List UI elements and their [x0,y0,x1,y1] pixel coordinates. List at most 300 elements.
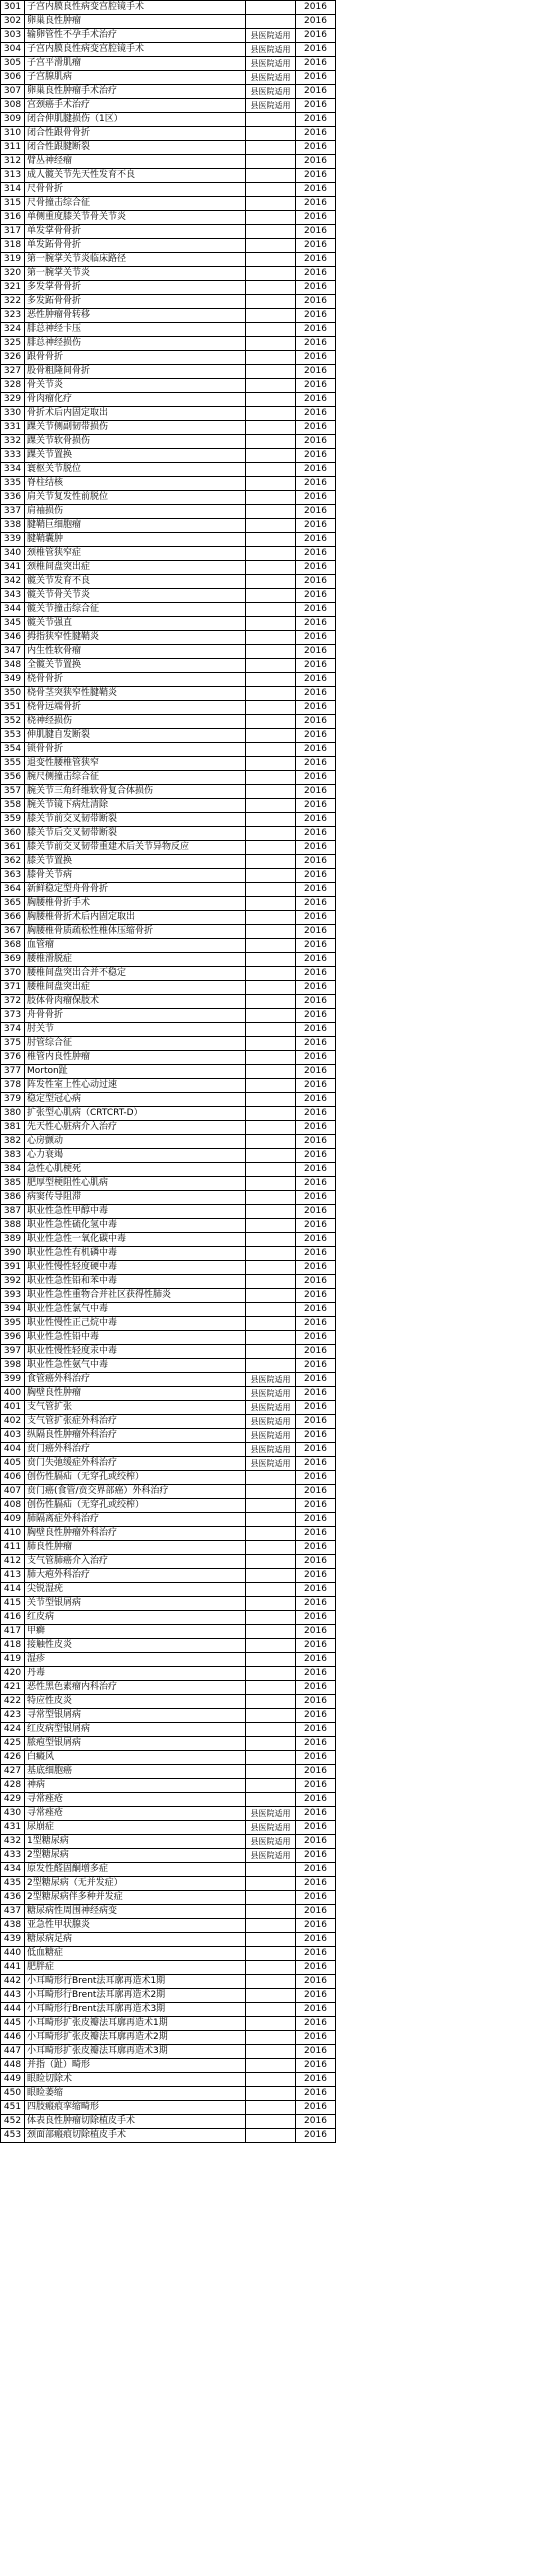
applicable-scope [246,2129,296,2143]
year: 2016 [296,1555,336,1569]
year: 2016 [296,1877,336,1891]
table-row [1,827,336,841]
year: 2016 [296,1681,336,1695]
year: 2016 [296,1093,336,1107]
applicable-scope [246,967,296,981]
year: 2016 [296,1933,336,1947]
pathway-name: 宫颈癌手术治疗 [25,99,246,113]
table-row [1,1317,336,1331]
table-row [1,393,336,407]
year: 2016 [296,491,336,505]
applicable-scope: 县医院适用 [246,43,296,57]
row-number: 335 [1,477,25,491]
year: 2016 [296,1415,336,1429]
row-number: 440 [1,1947,25,1961]
applicable-scope [246,477,296,491]
table-row [1,2087,336,2101]
pathway-name: 膝骨关节病 [25,869,246,883]
row-number: 445 [1,2017,25,2031]
applicable-scope [246,1863,296,1877]
pathway-name: 腕尺侧撞击综合征 [25,771,246,785]
applicable-scope [246,925,296,939]
pathway-table-body [1,1,336,2143]
row-number: 387 [1,1205,25,1219]
year: 2016 [296,71,336,85]
pathway-name: 基底细胞癌 [25,1765,246,1779]
pathway-name: 桡骨远端骨折 [25,701,246,715]
applicable-scope [246,631,296,645]
row-number: 346 [1,631,25,645]
pathway-name: 膝关节置换 [25,855,246,869]
row-number: 404 [1,1443,25,1457]
table-row [1,1751,336,1765]
row-number: 312 [1,155,25,169]
row-number: 308 [1,99,25,113]
applicable-scope [246,1975,296,1989]
row-number: 325 [1,337,25,351]
applicable-scope [246,1317,296,1331]
applicable-scope [246,1275,296,1289]
row-number: 422 [1,1695,25,1709]
row-number: 359 [1,813,25,827]
table-row [1,1821,336,1835]
year: 2016 [296,1541,336,1555]
row-number: 436 [1,1891,25,1905]
pathway-name: 腰椎间盘突出症 [25,981,246,995]
year: 2016 [296,1611,336,1625]
pathway-name: 桡骨茎突狭窄性腱鞘炎 [25,687,246,701]
table-row [1,435,336,449]
applicable-scope [246,659,296,673]
pathway-name: 关节型银屑病 [25,1597,246,1611]
pathway-name: 职业性急性重物合并社区获得性肺炎 [25,1289,246,1303]
pathway-name: 髋关节撞击综合征 [25,603,246,617]
table-row [1,1765,336,1779]
row-number: 315 [1,197,25,211]
pathway-name: 腰椎间盘突出合并不稳定 [25,967,246,981]
year: 2016 [296,1261,336,1275]
year: 2016 [296,1807,336,1821]
year: 2016 [296,1667,336,1681]
applicable-scope [246,1023,296,1037]
applicable-scope [246,1093,296,1107]
pathway-name: 卵巢良性肿瘤手术治疗 [25,85,246,99]
table-row [1,729,336,743]
row-number: 378 [1,1079,25,1093]
table-row [1,1625,336,1639]
row-number: 397 [1,1345,25,1359]
table-row [1,785,336,799]
applicable-scope [246,743,296,757]
table-row [1,1933,336,1947]
pathway-name: 体表良性肿瘤切除植皮手术 [25,2115,246,2129]
applicable-scope [246,1933,296,1947]
year: 2016 [296,1037,336,1051]
pathway-name: 肥胖症 [25,1961,246,1975]
year: 2016 [296,1835,336,1849]
table-row [1,1779,336,1793]
row-number: 443 [1,1989,25,2003]
year: 2016 [296,673,336,687]
pathway-name: 闭合伸肌腱损伤（1区） [25,113,246,127]
applicable-scope [246,645,296,659]
row-number: 437 [1,1905,25,1919]
pathway-name: 纵隔良性肿瘤外科治疗 [25,1429,246,1443]
year: 2016 [296,1709,336,1723]
table-row [1,57,336,71]
applicable-scope [246,995,296,1009]
pathway-name: 髋关节骨关节炎 [25,589,246,603]
year: 2016 [296,1177,336,1191]
pathway-name: 贲门癌(食管/贲交界部癌）外科治疗 [25,1485,246,1499]
table-row [1,1429,336,1443]
row-number: 322 [1,295,25,309]
pathway-name: 骨关节炎 [25,379,246,393]
applicable-scope [246,1107,296,1121]
applicable-scope: 县医院适用 [246,1387,296,1401]
table-row [1,1639,336,1653]
table-row [1,1121,336,1135]
year: 2016 [296,85,336,99]
pathway-name: 肩关节复发性前脱位 [25,491,246,505]
row-number: 433 [1,1849,25,1863]
pathway-name: 腕关节三角纤维软骨复合体损伤 [25,785,246,799]
applicable-scope [246,785,296,799]
table-row [1,897,336,911]
row-number: 383 [1,1149,25,1163]
applicable-scope: 县医院适用 [246,1415,296,1429]
table-row [1,911,336,925]
row-number: 382 [1,1135,25,1149]
pathway-name: 髋关节强直 [25,617,246,631]
row-number: 405 [1,1457,25,1471]
year: 2016 [296,2115,336,2129]
pathway-name: 新鲜稳定型舟骨骨折 [25,883,246,897]
table-row [1,1,336,15]
table-row [1,2059,336,2073]
row-number: 301 [1,1,25,15]
applicable-scope [246,883,296,897]
pathway-name: 心力衰竭 [25,1149,246,1163]
applicable-scope: 县医院适用 [246,71,296,85]
pathway-name: 卵巢良性肿瘤 [25,15,246,29]
applicable-scope [246,1765,296,1779]
pathway-name: 拇指狭窄性腱鞘炎 [25,631,246,645]
table-row [1,1261,336,1275]
year: 2016 [296,1737,336,1751]
row-number: 318 [1,239,25,253]
year: 2016 [296,1527,336,1541]
table-row [1,1303,336,1317]
year: 2016 [296,1,336,15]
year: 2016 [296,337,336,351]
pathway-name: 成人髋关节先天性发育不良 [25,169,246,183]
year: 2016 [296,113,336,127]
year: 2016 [296,981,336,995]
pathway-name: 退变性腰椎管狭窄 [25,757,246,771]
year: 2016 [296,1961,336,1975]
table-row [1,855,336,869]
table-row [1,1443,336,1457]
applicable-scope [246,1527,296,1541]
table-row [1,701,336,715]
row-number: 453 [1,2129,25,2143]
applicable-scope [246,127,296,141]
row-number: 407 [1,1485,25,1499]
pathway-name: 急性心肌梗死 [25,1163,246,1177]
pathway-name: 贲门失弛缓症外科治疗 [25,1457,246,1471]
year: 2016 [296,659,336,673]
table-row [1,631,336,645]
table-row [1,449,336,463]
pathway-name: 单侧重度膝关节骨关节炎 [25,211,246,225]
applicable-scope [246,575,296,589]
pathway-name: 眼睑切除术 [25,2073,246,2087]
row-number: 324 [1,323,25,337]
year: 2016 [296,295,336,309]
row-number: 347 [1,645,25,659]
applicable-scope [246,323,296,337]
row-number: 306 [1,71,25,85]
row-number: 316 [1,211,25,225]
pathway-name: 职业性慢性轻度汞中毒 [25,1345,246,1359]
table-row [1,1793,336,1807]
table-row [1,967,336,981]
pathway-name: 胸腰椎骨质疏松性椎体压缩骨折 [25,925,246,939]
pathway-name: 肩袖损伤 [25,505,246,519]
row-number: 426 [1,1751,25,1765]
pathway-name: 第一腕掌关节炎 [25,267,246,281]
pathway-name: 脊柱结核 [25,477,246,491]
applicable-scope [246,1219,296,1233]
table-row [1,407,336,421]
year: 2016 [296,645,336,659]
year: 2016 [296,841,336,855]
applicable-scope [246,337,296,351]
row-number: 323 [1,309,25,323]
table-row [1,323,336,337]
applicable-scope [246,1989,296,2003]
applicable-scope [246,533,296,547]
pathway-name: 踝关节侧副韧带损伤 [25,421,246,435]
row-number: 428 [1,1779,25,1793]
year: 2016 [296,2031,336,2045]
year: 2016 [296,701,336,715]
year: 2016 [296,1233,336,1247]
year: 2016 [296,239,336,253]
applicable-scope [246,309,296,323]
row-number: 319 [1,253,25,267]
row-number: 344 [1,603,25,617]
table-row [1,1877,336,1891]
applicable-scope [246,1653,296,1667]
applicable-scope [246,435,296,449]
applicable-scope [246,1261,296,1275]
pathway-name: 职业性急性有机磷中毒 [25,1247,246,1261]
table-row [1,561,336,575]
year: 2016 [296,575,336,589]
row-number: 376 [1,1051,25,1065]
year: 2016 [296,967,336,981]
year: 2016 [296,1513,336,1527]
row-number: 365 [1,897,25,911]
table-row [1,1191,336,1205]
pathway-name: 股骨粗隆间骨折 [25,365,246,379]
year: 2016 [296,1317,336,1331]
year: 2016 [296,211,336,225]
row-number: 369 [1,953,25,967]
year: 2016 [296,603,336,617]
table-row [1,281,336,295]
table-row [1,1849,336,1863]
row-number: 413 [1,1569,25,1583]
row-number: 427 [1,1765,25,1779]
row-number: 317 [1,225,25,239]
row-number: 364 [1,883,25,897]
row-number: 386 [1,1191,25,1205]
year: 2016 [296,1919,336,1933]
applicable-scope [246,2115,296,2129]
applicable-scope [246,2031,296,2045]
year: 2016 [296,1191,336,1205]
applicable-scope [246,1541,296,1555]
pathway-name: 腰椎滑脱症 [25,953,246,967]
row-number: 367 [1,925,25,939]
year: 2016 [296,169,336,183]
applicable-scope [246,1485,296,1499]
year: 2016 [296,253,336,267]
table-row [1,673,336,687]
year: 2016 [296,939,336,953]
applicable-scope [246,1961,296,1975]
pathway-name: 1型糖尿病 [25,1835,246,1849]
row-number: 432 [1,1835,25,1849]
row-number: 303 [1,29,25,43]
applicable-scope [246,1751,296,1765]
pathway-name: 职业性急性氯气中毒 [25,1303,246,1317]
table-row [1,1681,336,1695]
year: 2016 [296,2045,336,2059]
pathway-name: 职业性慢性正己烷中毒 [25,1317,246,1331]
pathway-name: 尺骨撞击综合征 [25,197,246,211]
applicable-scope [246,2045,296,2059]
row-number: 418 [1,1639,25,1653]
table-row [1,225,336,239]
row-number: 356 [1,771,25,785]
applicable-scope [246,547,296,561]
year: 2016 [296,687,336,701]
applicable-scope [246,1191,296,1205]
year: 2016 [296,1849,336,1863]
table-row [1,1891,336,1905]
year: 2016 [296,1219,336,1233]
pathway-name: 稳定型冠心病 [25,1093,246,1107]
row-number: 360 [1,827,25,841]
applicable-scope [246,869,296,883]
year: 2016 [296,519,336,533]
year: 2016 [296,1163,336,1177]
row-number: 416 [1,1611,25,1625]
applicable-scope [246,1625,296,1639]
year: 2016 [296,1625,336,1639]
table-row [1,1947,336,1961]
pathway-name: 寻常痤疮 [25,1793,246,1807]
pathway-name: 2型糖尿病伴多种并发症 [25,1891,246,1905]
table-row [1,15,336,29]
year: 2016 [296,1079,336,1093]
table-row [1,141,336,155]
pathway-name: 肘管综合征 [25,1037,246,1051]
applicable-scope [246,449,296,463]
row-number: 327 [1,365,25,379]
row-number: 320 [1,267,25,281]
pathway-name: 职业性急性氨气中毒 [25,1359,246,1373]
year: 2016 [296,2017,336,2031]
pathway-name: Morton趾 [25,1065,246,1079]
row-number: 353 [1,729,25,743]
applicable-scope [246,253,296,267]
year: 2016 [296,2101,336,2115]
row-number: 385 [1,1177,25,1191]
year: 2016 [296,1779,336,1793]
year: 2016 [296,729,336,743]
row-number: 391 [1,1261,25,1275]
pathway-name: 尖锐湿疣 [25,1583,246,1597]
pathway-name: 亚急性甲状腺炎 [25,1919,246,1933]
row-number: 394 [1,1303,25,1317]
row-number: 449 [1,2073,25,2087]
year: 2016 [296,1373,336,1387]
pathway-name: 眼睑萎缩 [25,2087,246,2101]
pathway-name: 子宫平滑肌瘤 [25,57,246,71]
pathway-name: 腓总神经损伤 [25,337,246,351]
row-number: 366 [1,911,25,925]
pathway-name: 支气管扩张症外科治疗 [25,1415,246,1429]
table-row [1,687,336,701]
pathway-name: 创伤性膈疝（无穿孔或绞榨） [25,1499,246,1513]
pathway-name: 骨折术后内固定取出 [25,407,246,421]
applicable-scope [246,2087,296,2101]
year: 2016 [296,1471,336,1485]
year: 2016 [296,2003,336,2017]
pathway-name: 恶性肿瘤骨转移 [25,309,246,323]
pathway-name: 并指（趾）畸形 [25,2059,246,2073]
pathway-name: 髋关节发育不良 [25,575,246,589]
applicable-scope [246,1877,296,1891]
year: 2016 [296,351,336,365]
table-row [1,841,336,855]
pathway-name: 全髋关节置换 [25,659,246,673]
year: 2016 [296,2073,336,2087]
pathway-name: 舟骨骨折 [25,1009,246,1023]
table-row [1,1541,336,1555]
table-row [1,1093,336,1107]
row-number: 408 [1,1499,25,1513]
table-row [1,1135,336,1149]
applicable-scope: 县医院适用 [246,99,296,113]
table-row [1,547,336,561]
applicable-scope [246,1471,296,1485]
applicable-scope [246,491,296,505]
row-number: 388 [1,1219,25,1233]
table-row [1,463,336,477]
applicable-scope [246,1359,296,1373]
row-number: 447 [1,2045,25,2059]
pathway-name: 甲癣 [25,1625,246,1639]
pathway-name: 尿崩症 [25,1821,246,1835]
applicable-scope [246,463,296,477]
applicable-scope [246,505,296,519]
